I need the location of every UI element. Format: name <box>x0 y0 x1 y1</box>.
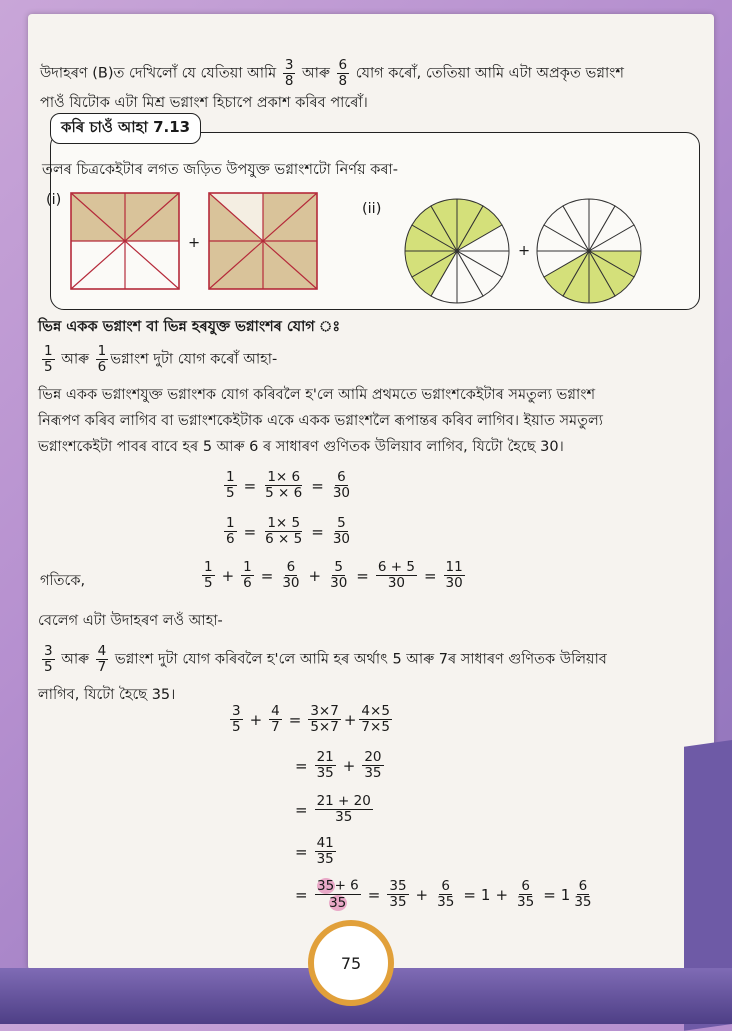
plus-sign: + <box>188 235 201 251</box>
label-i: (i) <box>46 192 62 208</box>
label-ii: (ii) <box>362 201 382 217</box>
example-line-2: লাগিব, যিটো হৈছে 35। <box>38 687 176 703</box>
intro-line-2: পাওঁ যিটোক এটা মিশ্ৰ ভগ্নাংশ হিচাপে প্ৰকাশ কৰিব পাৰোঁ। <box>40 95 368 111</box>
equation-row: $\frac{1}{6}$ = $\frac{1\times 5}{6 \times 5}$ = $\frac{5}{30}$ <box>226 515 351 547</box>
section-heading: ভিন্ন একক ভগ্নাংশ বা ভিন্ন হৰযুক্ত ভগ্নাংশৰ যোগ ঃ <box>38 319 341 335</box>
equation-row: = $\frac{21}{35}$ + $\frac{20}{35}$ <box>295 749 382 781</box>
equation-row: $\frac{3}{5}$ + $\frac{4}{7}$ = $\frac{3\times 7}{5\times 7}$ + $\frac{4\times 5}{7\times 5}$ <box>232 703 390 735</box>
section-task-line: $\frac{1}{5}$ আৰু $\frac{1}{6}$ ভগ্নাংশ দুটা যোগ কৰোঁ আহা- <box>44 343 278 375</box>
example-line-1: $\frac{3}{5}$ আৰু $\frac{4}{7}$ ভগ্নাংশ দুটা যোগ কৰিবলৈ হ'লে আমি হৰ অৰ্থাৎ 5 আৰু 7ৰ সাধাৰণ গুণিতক উলিয়াব <box>44 643 607 675</box>
page-number: 75 <box>308 920 394 1006</box>
exercise-header: কৰি চাওঁ আহা 7.13 <box>50 113 201 144</box>
exercise-instruction: তলৰ চিত্ৰকেইটাৰ লগত জড়িত উপযুক্ত ভগ্নাংশটো নিৰ্ণয় কৰা- <box>42 162 398 178</box>
circle-figure-1 <box>402 196 512 306</box>
plus-sign: + <box>518 243 531 259</box>
equation-row: = $\frac{35+ 6}{35}$ = $\frac{35}{35}$ + $\frac{6}{35}$ = 1 + $\frac{6}{35}$ = 1 $\frac{6}{35}$ <box>295 877 592 911</box>
paragraph-line: ভগ্নাংশকেইটা পাবৰ বাবে হৰ 5 আৰু 6 ৰ সাধাৰণ গুণিতক উলিয়াব লাগিব, যিটো হৈছে 30। <box>38 439 564 455</box>
equation-row: = $\frac{41}{35}$ <box>295 835 334 867</box>
paragraph-line: ভিন্ন একক ভগ্নাংশযুক্ত ভগ্নাংশক যোগ কৰিবলৈ হ'লে আমি প্ৰথমতে ভগ্নাংশকেইটাৰ সমতুল্য ভগ্নাংশ <box>38 387 596 403</box>
circle-figure-2 <box>534 196 644 306</box>
square-figure-2 <box>208 192 318 290</box>
highlighted-fraction: $\frac{35+ 6}{35}$ <box>315 878 361 911</box>
square-figure-1 <box>70 192 180 290</box>
equation-row: $\frac{1}{5}$ = $\frac{1\times 6}{5 \times 6}$ = $\frac{6}{30}$ <box>226 469 351 501</box>
therefore-label: গতিকে, <box>40 573 86 589</box>
intro-line-1: উদাহৰণ (B)ত দেখিলোঁ যে যেতিয়া আমি $\frac{3}{8}$ আৰু $\frac{6}{8}$ যোগ কৰোঁ, তেতিয়া আমি এটা অপ্ৰকৃত ভগ্নাংশ <box>40 57 624 89</box>
fraction: $\frac{3}{8}$ <box>284 57 294 89</box>
example-intro: বেলেগ এটা উদাহৰণ লওঁ আহা- <box>38 613 223 629</box>
equation-row: = $\frac{21 + 20}{35}$ <box>295 793 371 825</box>
paragraph-line: নিৰূপণ কৰিব লাগিব বা ভগ্নাংশকেইটাক একে একক ভগ্নাংশলৈ ৰূপান্তৰ কৰিব লাগিব। ইয়াত সমতুল্য <box>38 413 603 429</box>
equation-row: $\frac{1}{5}$ + $\frac{1}{6}$ = $\frac{6}{30}$ + $\frac{5}{30}$ = $\frac{6 + 5}{30}$ = $\frac{11}{30}$ <box>204 559 463 591</box>
fraction: $\frac{6}{8}$ <box>338 57 348 89</box>
textbook-page <box>28 14 714 970</box>
